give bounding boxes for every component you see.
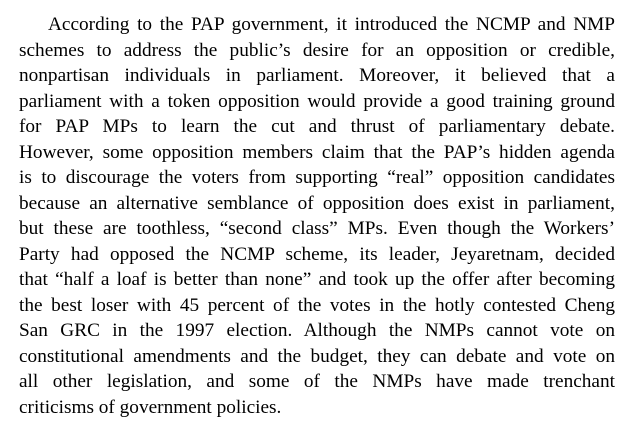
paragraph-line: schemes to address the public’s desire for an opposition or credible,	[19, 39, 615, 61]
paragraph-line: parliament with a token opposition would provide a good training ground	[19, 90, 615, 112]
paragraph-line: that “half a loaf is better than none” and took up the offer after becoming	[19, 269, 615, 290]
paragraph-line: for PAP MPs to learn the cut and thrust of parliamentary debate.	[19, 116, 615, 137]
paragraph-line: but these are toothless, “second class” MPs. Even though the Workers’	[19, 218, 615, 239]
paragraph-line: However, some opposition members claim that the PAP’s hidden agenda	[19, 141, 615, 163]
paragraph-line: According to the PAP government, it introduced the NCMP and NMP	[48, 14, 615, 35]
paragraph-line: because an alternative semblance of opposition does exist in parliament,	[19, 192, 615, 214]
paragraph-line: constitutional amendments and the budget, they can debate and vote on	[19, 345, 615, 367]
paragraph-line: the best loser with 45 percent of the votes in the hotly contested Cheng	[19, 294, 615, 316]
paragraph-line: is to discourage the voters from supporting “real” opposition candidates	[19, 167, 615, 188]
paragraph-line: San GRC in the 1997 election. Although the NMPs cannot vote on	[19, 320, 615, 341]
paragraph-line: criticisms of government policies.	[19, 396, 282, 418]
paragraph-line: all other legislation, and some of the NMPs have made trenchant	[19, 371, 615, 392]
body-paragraph	[19, 12, 615, 420]
paragraph-line: Party had opposed the NCMP scheme, its leader, Jeyaretnam, decided	[19, 243, 615, 265]
paragraph-line: nonpartisan individuals in parliament. Moreover, it believed that a	[19, 65, 615, 86]
